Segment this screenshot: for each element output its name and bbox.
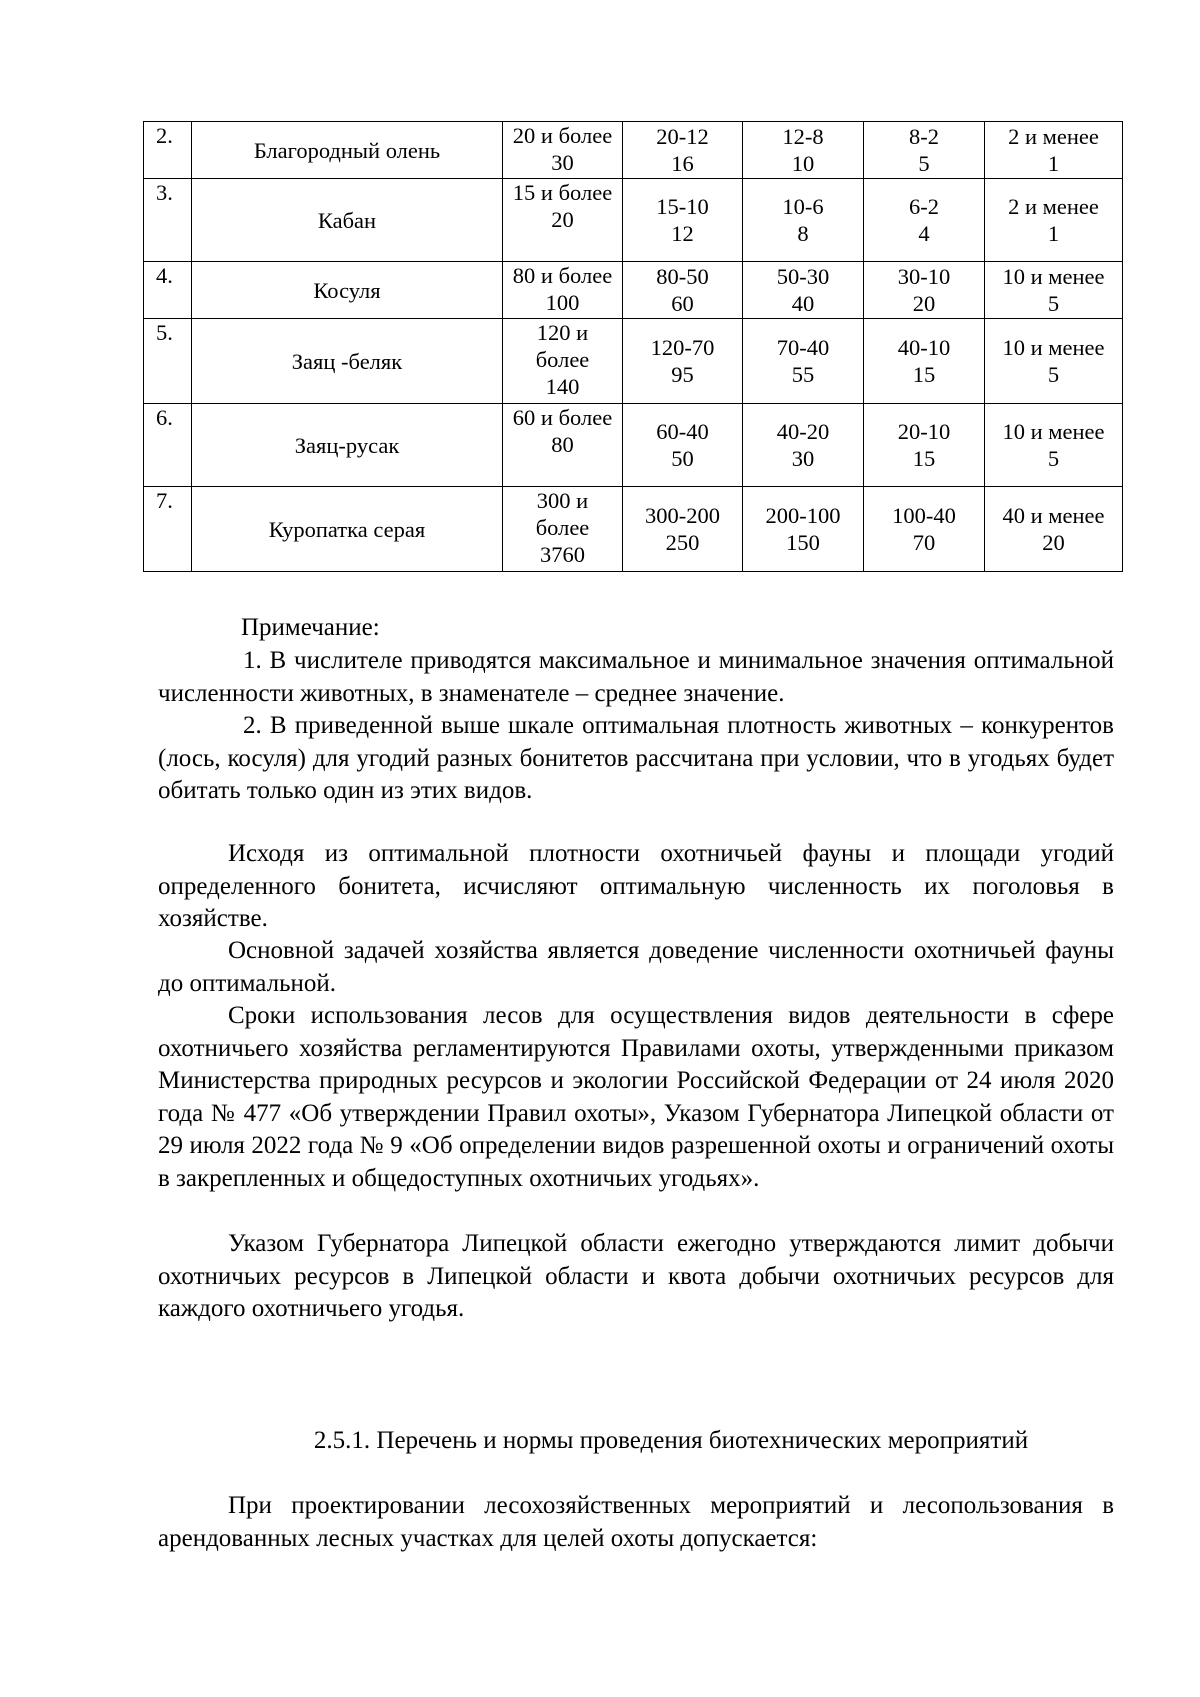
table-body (144, 122, 1123, 572)
table-row (144, 179, 1123, 262)
cell-line: 10 и менее (1002, 264, 1105, 289)
cell-line: 70 (912, 530, 936, 555)
cell-line: 3760 (540, 542, 585, 567)
cell-line: 5 (1047, 362, 1060, 387)
paragraph-optimal-numbers: Исходя из оптимальной плотности охотничьей фауны и площади угодий определенного бонитета, исчисляют оптимальную численность их поголовья в хозяйстве. (158, 840, 1114, 932)
cell-line: 140 (545, 374, 580, 399)
cell-line: 5 (1047, 446, 1060, 471)
paragraph-forestry-measures: При проектировании лесохозяйственных мероприятий и лесопользования в арендованных лесных участках для целей охоты допускается: (158, 1492, 1114, 1552)
density-cell (743, 262, 864, 319)
density-cell (503, 487, 623, 572)
species-name: Заяц -беляк (192, 319, 503, 404)
optimal-density-table (143, 121, 1123, 572)
density-cell (743, 319, 864, 404)
cell-line: 40 (791, 291, 815, 316)
density-cell (743, 179, 864, 262)
density-cell (623, 487, 743, 572)
cell-line: 50 (671, 446, 694, 471)
cell-line: 5 (918, 151, 930, 176)
table-row (144, 319, 1123, 404)
density-cell (985, 179, 1123, 262)
cell-line: 20 (1042, 530, 1065, 555)
cell-line: 60-40 (656, 419, 709, 444)
species-name: Благородный олень (192, 122, 503, 179)
density-cell (985, 319, 1123, 404)
cell-line: 20-10 (897, 419, 951, 444)
cell-line: 200-100 (765, 503, 841, 528)
cell-line: 300-200 (645, 503, 720, 528)
cell-line: 4 (918, 221, 930, 246)
density-cell (503, 319, 623, 404)
note-item-2: 2. В приведенной выше шкале оптимальная плотность животных – конкурентов (лось, косуля) для угодий разных бонитетов рассчитана при условии, что в угодьях будет обитать только один из этих видов. (158, 712, 1114, 804)
cell-line: 80 (551, 432, 574, 457)
cell-line: 1 (1047, 151, 1060, 176)
species-name: Кабан (192, 179, 503, 262)
row-number: 6. (144, 404, 192, 487)
density-cell (623, 179, 743, 262)
cell-line: более (535, 347, 590, 372)
row-number: 4. (144, 262, 192, 319)
cell-line: 15-10 (656, 194, 709, 219)
cell-line: 10 (791, 151, 815, 176)
cell-line: 10-6 (782, 194, 824, 219)
cell-line: 2 и менее (1008, 194, 1099, 219)
density-cell (985, 262, 1123, 319)
row-number: 3. (144, 179, 192, 262)
row-number: 5. (144, 319, 192, 404)
row-number: 2. (144, 122, 192, 179)
cell-line: 2 и менее (1008, 124, 1099, 149)
cell-line: 60 (671, 291, 694, 316)
cell-line: 100-40 (892, 503, 956, 528)
species-name: Косуля (192, 262, 503, 319)
density-cell (503, 122, 623, 179)
cell-line: 8-2 (909, 124, 939, 149)
density-cell (623, 319, 743, 404)
note-title: Примечание: (241, 614, 380, 641)
density-cell (503, 262, 623, 319)
density-cell (985, 122, 1123, 179)
note-item-1: 1. В числителе приводятся максимальное и минимальное значения оптимальной численности животных, в знаменателе – среднее значение. (158, 647, 1114, 707)
cell-line: 16 (671, 151, 694, 176)
cell-line: 250 (665, 530, 700, 555)
cell-line: более (535, 515, 590, 540)
cell-line: 30 (551, 150, 574, 175)
species-name: Куропатка серая (192, 487, 503, 572)
table-row (144, 404, 1123, 487)
cell-line: 20 (912, 291, 936, 316)
cell-line: 70-40 (776, 335, 830, 360)
cell-line: 120 и (536, 320, 589, 345)
species-name: Заяц-русак (192, 404, 503, 487)
cell-line: 10 и менее (1002, 335, 1105, 360)
cell-line: 50-30 (776, 264, 830, 289)
density-cell (864, 487, 985, 572)
cell-line: 30-10 (897, 264, 951, 289)
cell-line: 30 (791, 446, 815, 471)
cell-line: 6-2 (909, 194, 939, 219)
cell-line: 55 (791, 362, 815, 387)
cell-line: 12 (671, 221, 694, 246)
density-cell (743, 404, 864, 487)
paragraph-main-task: Основной задачей хозяйства является доведение численности охотничьей фауны до оптимальной. (158, 937, 1114, 997)
density-cell (503, 179, 623, 262)
cell-line: 40-10 (897, 335, 951, 360)
cell-line: 120-70 (650, 335, 715, 360)
density-cell (864, 179, 985, 262)
table-row (144, 122, 1123, 179)
cell-line: 20 (551, 207, 574, 232)
cell-line: 40-20 (776, 419, 830, 444)
cell-line: 15 (912, 362, 936, 387)
cell-line: 12-8 (782, 124, 824, 149)
density-cell (743, 487, 864, 572)
cell-line: 150 (786, 530, 820, 555)
density-cell (864, 404, 985, 487)
density-cell (503, 404, 623, 487)
density-cell (864, 319, 985, 404)
density-cell (985, 487, 1123, 572)
density-cell (864, 122, 985, 179)
density-cell (623, 404, 743, 487)
density-cell (864, 262, 985, 319)
cell-line: 80-50 (656, 264, 709, 289)
density-cell (985, 404, 1123, 487)
cell-line: 20 и более (512, 123, 613, 148)
density-cell (743, 122, 864, 179)
cell-line: 15 и более (512, 180, 613, 205)
section-heading: 2.5.1. Перечень и нормы проведения биотехнических мероприятий (313, 1427, 1029, 1454)
cell-line: 5 (1047, 291, 1060, 316)
cell-line: 60 и более (512, 405, 613, 430)
cell-line: 80 и более (512, 263, 613, 288)
density-cell (623, 262, 743, 319)
cell-line: 300 и (536, 488, 589, 513)
cell-line: 1 (1047, 221, 1060, 246)
cell-line: 10 и менее (1002, 419, 1105, 444)
cell-line: 40 и менее (1002, 503, 1105, 528)
paragraph-forest-use-terms: Сроки использования лесов для осуществления видов деятельности в сфере охотничьего хозяйства регламентируются Правилами охоты, утвержденными приказом Министерства природных ресурсов и экологии Российской Федерации от 24 июля 2020 года № 477 «Об утверждении Правил охоты», Указом Губернатора Липецкой области от 29 июля 2022 года № 9 «Об определении видов разрешенной охоты и ограничений охоты в закрепленных и общедоступных охотничьих угодьях». (158, 1002, 1114, 1192)
row-number: 7. (144, 487, 192, 572)
density-cell (623, 122, 743, 179)
cell-line: 95 (671, 362, 694, 387)
paragraph-hunting-limit: Указом Губернатора Липецкой области ежегодно утверждаются лимит добычи охотничьих ресурсов в Липецкой области и квота добычи охотничьих ресурсов для каждого охотничьего угодья. (158, 1230, 1114, 1322)
table-row (144, 487, 1123, 572)
cell-line: 15 (912, 446, 936, 471)
cell-line: 20-12 (656, 124, 709, 149)
cell-line: 100 (545, 290, 580, 315)
cell-line: 8 (797, 221, 809, 246)
table-row (144, 262, 1123, 319)
